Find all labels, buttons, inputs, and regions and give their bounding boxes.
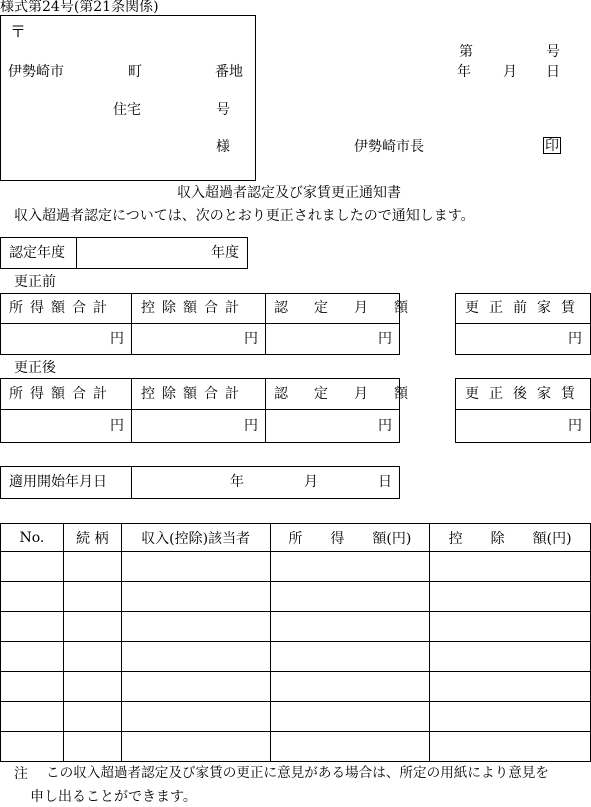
note-line-2: 申し出ることができます。 [30,789,197,805]
before-rent-unit: 円 [568,331,582,347]
after-deduction-unit: 円 [244,418,258,434]
cell [1,612,64,642]
form-number: 様式第24号(第21条関係) [0,0,159,15]
table-row [1,552,591,582]
cell [430,702,591,732]
cell [270,582,430,612]
cell [121,642,270,672]
issuer-mayor: 伊勢崎市長 [354,139,424,155]
before-monthly-unit: 円 [378,331,392,347]
cell [270,612,430,642]
after-income-total-header: 所得額合計 [9,386,114,402]
cell [270,642,430,672]
col-income-header: 所 得 額(円) [270,524,430,552]
cell [430,582,591,612]
cell [1,582,64,612]
cell [430,732,591,762]
after-label: 更正後 [14,360,56,376]
doc-ref-go: 号 [546,44,560,60]
cert-year-unit: 年度 [211,245,239,261]
cell [63,582,121,612]
after-deduction-total-header: 控除額合計 [141,386,246,402]
after-monthly-header: 認定月額 [274,386,434,402]
address-lot: 番地 [215,64,243,80]
intro-text: 収入超過者認定については、次のとおり更正されましたので通知します。 [14,208,475,224]
table-row [1,582,591,612]
table-row [1,702,591,732]
postal-mark: 〒 [10,22,27,41]
cell [121,672,270,702]
cell [1,672,64,702]
cell [121,552,270,582]
start-date-month: 月 [304,474,318,490]
cell [270,702,430,732]
before-income-total-header: 所得額合計 [9,300,114,316]
col-no-header: No. [1,524,64,552]
before-rent-header: 更正前家賃 [465,300,585,316]
cell [121,582,270,612]
before-income-unit: 円 [110,331,124,347]
after-rent-header: 更正後家賃 [465,386,585,402]
cell [63,552,121,582]
address-number: 号 [216,102,230,118]
cell [121,732,270,762]
start-date-day: 日 [378,474,392,490]
doc-date-year: 年 [457,64,471,80]
col-relationship-header: 続 柄 [63,524,121,552]
cell [430,642,591,672]
cell [430,552,591,582]
doc-date-month: 月 [503,64,517,80]
cell [430,672,591,702]
start-date-year: 年 [230,474,244,490]
address-town: 町 [128,64,142,80]
start-date-label: 適用開始年月日 [9,474,107,490]
cell [1,642,64,672]
col-deduction-header: 控 除 額(円) [430,524,591,552]
before-label: 更正前 [14,274,56,290]
address-city: 伊勢崎市 [8,64,64,80]
addressee-honorific: 様 [216,139,230,155]
before-monthly-header: 認定月額 [274,300,434,316]
address-housing: 住宅 [113,102,141,118]
note-mark: 注 [14,766,28,782]
cell [1,702,64,732]
cell [63,732,121,762]
cell [121,612,270,642]
cell [270,552,430,582]
cell [63,612,121,642]
cell [121,702,270,732]
cell [63,642,121,672]
note-line-1: この収入超過者認定及び家賃の更正に意見がある場合は、所定の用紙により意見を [46,765,549,781]
address-box [0,15,256,181]
table-row [1,642,591,672]
cell [63,702,121,732]
document-title: 収入超過者認定及び家賃更正通知書 [177,185,401,201]
seal-mark: 印 [545,138,559,154]
table-row [1,612,591,642]
doc-ref-dai: 第 [459,44,473,60]
after-income-unit: 円 [110,418,124,434]
after-rent-unit: 円 [568,418,582,434]
cell [1,552,64,582]
after-monthly-unit: 円 [378,418,392,434]
cell [63,672,121,702]
table-row [1,732,591,762]
doc-date-day: 日 [546,64,560,80]
table-row [1,672,591,702]
cell [270,732,430,762]
cell [1,732,64,762]
income-table-header-row [1,524,591,552]
cell [430,612,591,642]
col-person-header: 収入(控除)該当者 [121,524,270,552]
before-deduction-unit: 円 [244,331,258,347]
income-table [0,523,591,762]
cell [270,672,430,702]
before-deduction-total-header: 控除額合計 [141,300,246,316]
cert-year-label: 認定年度 [9,245,65,261]
